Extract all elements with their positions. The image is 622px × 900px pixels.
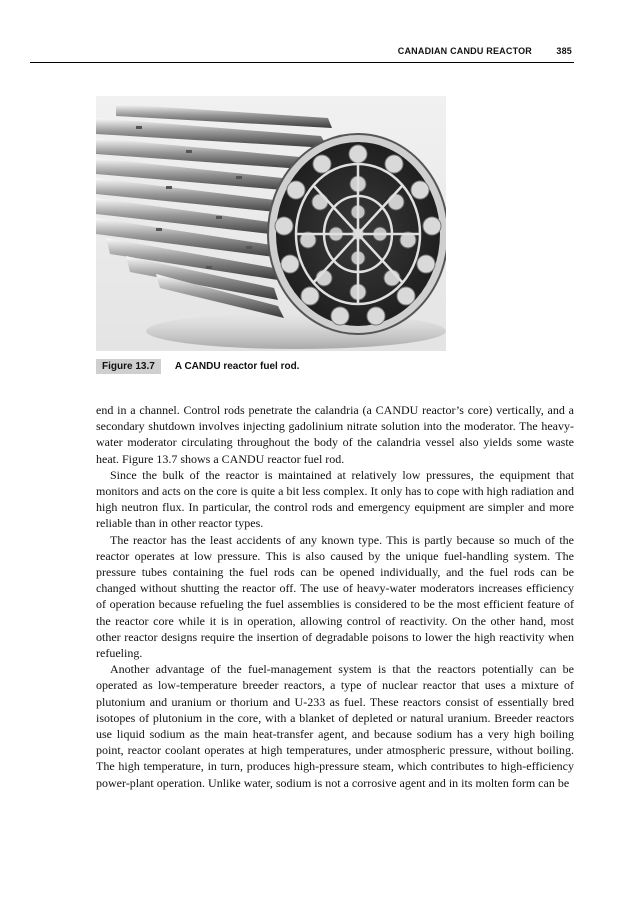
paragraph: Another advantage of the fuel-management system is that the reactors potentially can be operated as low-temperature breeder reactors, a type of nuclear reactor that uses a mixture of plutonium and uranium or thorium and U-233 as fuel. These reactors consist of essentially bred isotopes of plutonium in the core, with a blanket of depleted or natural uranium. Breeder reactors use liquid sodium as the main heat-transfer agent, and because sodium has a very high boiling point, reactor coolant operates at high temperatures, under atmospheric pressure, without boiling. The high temperature, in turn, produces high-pressure steam, which contributes to high-efficiency power-plant operation. Unlike water, sodium is not a corrosive agent and in its molten form can be — [96, 662, 574, 790]
running-title: CANADIAN CANDU REACTOR — [397, 46, 532, 56]
figure-caption-text: A CANDU reactor fuel rod. — [174, 360, 300, 372]
page-number: 385 — [556, 46, 572, 56]
figure-caption — [96, 358, 299, 374]
fuel-rod-photo — [96, 96, 446, 351]
figure-label: Figure 13.7 — [96, 359, 161, 374]
body-text — [96, 402, 574, 791]
end-plate — [268, 134, 446, 334]
paragraph: The reactor has the least accidents of any known type. This is partly because so much of the reactor operates at low pressure. This is also caused by the unique fuel-handling system. The pressure tubes containing the fuel rods can be opened individually, and the fuel rods can be changed without shutting the reactor off. The use of heavy-water moderators increases efficiency of operation because refueling the fuel assemblies is considered to be the most efficient feature of the reactor core while it is in operation, allowing control of reactivity. On the other hand, most other reactor designs require the insertion of degradable poisons to lower the high reactivity when refueling. — [96, 532, 574, 661]
running-header — [30, 44, 574, 63]
paragraph: Since the bulk of the reactor is maintained at relatively low pressures, the equipment that monitors and acts on the core is quite a bit less complex. It only has to cope with high radiation and high neutron flux. In particular, the control rods and emergency equipment are simpler and more reliable than in other reactor types. — [96, 467, 574, 531]
paragraph: end in a channel. Control rods penetrate the calandria (a CANDU reactor’s core) vertically, and a secondary shutdown involves injecting gadolinium nitrate solution into the moderator. The heavy-water moderator circulating throughout the body of the calandria vessel also yields some waste heat. Figure 13.7 shows a CANDU reactor fuel rod. — [96, 403, 574, 466]
fuel-bundle-illustration — [96, 96, 446, 351]
